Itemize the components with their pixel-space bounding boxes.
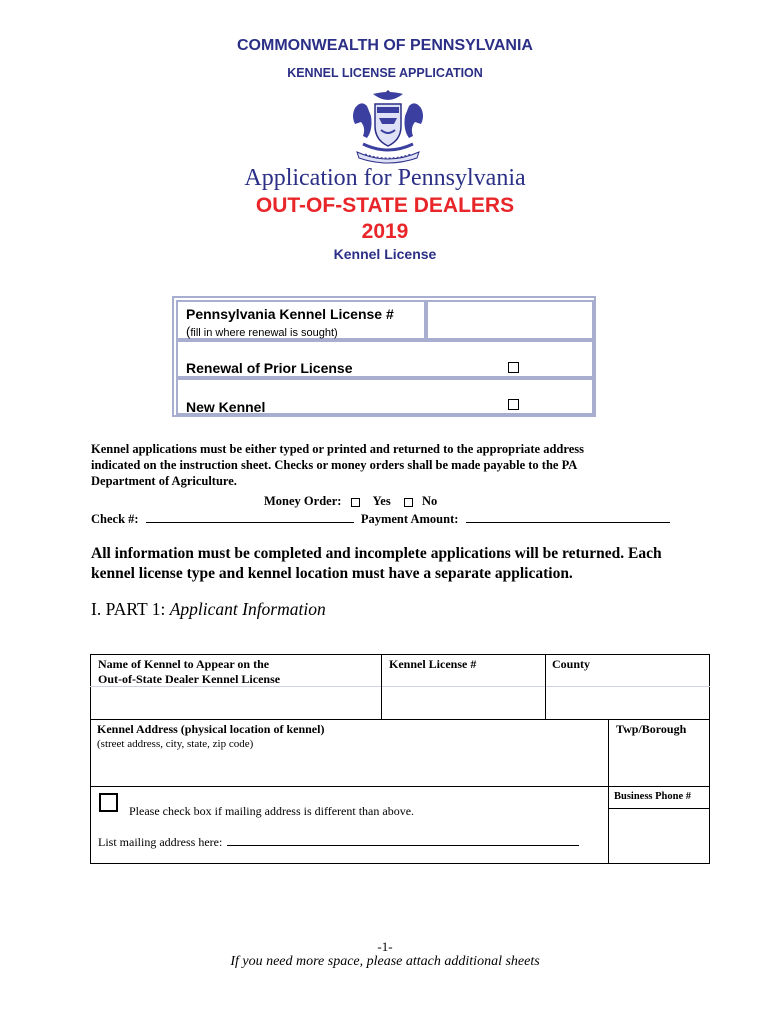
kennel-address-label: Kennel Address (physical location of kennel)	[97, 722, 325, 736]
part1-heading-prefix: I. PART 1:	[91, 599, 166, 619]
twp-borough-input[interactable]	[609, 738, 709, 785]
instructions-line-1: Kennel applications must be either typed or printed and returned to the appropriate address	[91, 442, 584, 456]
mailing-address-different-checkbox[interactable]	[99, 793, 118, 812]
license-type: Kennel License	[333, 246, 437, 262]
license-number-note: (fill in where renewal is sought)	[186, 324, 338, 339]
kennel-license-number-label: Kennel License #	[389, 657, 477, 671]
kennel-address-hint: (street address, city, state, zip code)	[97, 738, 254, 750]
license-number-label: Pennsylvania Kennel License #	[186, 306, 394, 322]
money-order-no-checkbox[interactable]	[404, 498, 413, 507]
payment-row	[91, 511, 670, 527]
table-row-divider	[90, 786, 710, 787]
county-input[interactable]	[546, 688, 709, 718]
money-order-yes-label: Yes	[372, 494, 391, 508]
money-order-yes-checkbox[interactable]	[351, 498, 360, 507]
instructions-line-2: indicated on the instruction sheet. Checks or money orders shall be made payable to the PA	[91, 458, 578, 472]
instructions-line-3: Department of Agriculture.	[91, 474, 237, 488]
money-order-label: Money Order:	[264, 494, 342, 508]
notice-line-1: All information must be completed and incomplete applications will be returned. Each	[91, 545, 662, 562]
form-title: KENNEL LICENSE APPLICATION	[287, 66, 483, 80]
license-number-input[interactable]	[426, 300, 594, 340]
mailing-address-field[interactable]	[227, 834, 579, 846]
application-subtitle: OUT-OF-STATE DEALERS	[255, 194, 515, 217]
license-number-label-cell	[176, 300, 426, 340]
check-number-field[interactable]	[146, 511, 354, 523]
table-row-divider	[90, 719, 710, 720]
license-type-box	[172, 296, 596, 417]
application-title: Application for Pennsylvania	[244, 165, 526, 191]
part1-heading-title: Applicant Information	[169, 599, 326, 619]
completion-notice	[91, 544, 731, 584]
mailing-address-row	[98, 834, 579, 850]
county-label: County	[552, 657, 591, 671]
notice-line-2: kennel license type and kennel location must have a separate application.	[91, 565, 573, 582]
kennel-name-label: Name of Kennel to Appear on the Out-of-State Dealer Kennel License	[98, 657, 281, 686]
new-kennel-label: New Kennel	[186, 399, 266, 415]
kennel-license-number-input[interactable]	[382, 688, 544, 718]
renewal-label: Renewal of Prior License	[186, 360, 353, 376]
kennel-name-input[interactable]	[91, 688, 380, 718]
money-order-row	[264, 494, 437, 509]
renewal-checkbox[interactable]	[508, 362, 519, 373]
mailing-address-checkbox-label: Please check box if mailing address is different than above.	[129, 804, 415, 818]
table-row-divider	[608, 808, 710, 809]
twp-borough-label: Twp/Borough	[616, 722, 687, 736]
footer-note: If you need more space, please attach additional sheets	[230, 954, 540, 969]
check-number-label: Check #:	[91, 512, 139, 526]
mailing-address-label: List mailing address here:	[98, 835, 223, 849]
application-year: 2019	[361, 220, 409, 243]
business-phone-input[interactable]	[609, 810, 709, 863]
page-number: -1-	[377, 939, 393, 954]
payment-amount-field[interactable]	[466, 511, 670, 523]
instructions	[91, 441, 711, 489]
payment-amount-label: Payment Amount:	[360, 512, 459, 526]
pennsylvania-seal-icon	[343, 88, 433, 168]
business-phone-label: Business Phone #	[614, 791, 692, 802]
kennel-address-input[interactable]	[91, 752, 607, 785]
renewal-row	[176, 340, 594, 378]
part1-heading	[91, 599, 326, 620]
new-kennel-row	[176, 378, 594, 415]
new-kennel-checkbox[interactable]	[508, 399, 519, 410]
money-order-no-label: No	[421, 494, 438, 508]
agency-title: COMMONWEALTH OF PENNSYLVANIA	[237, 37, 533, 54]
